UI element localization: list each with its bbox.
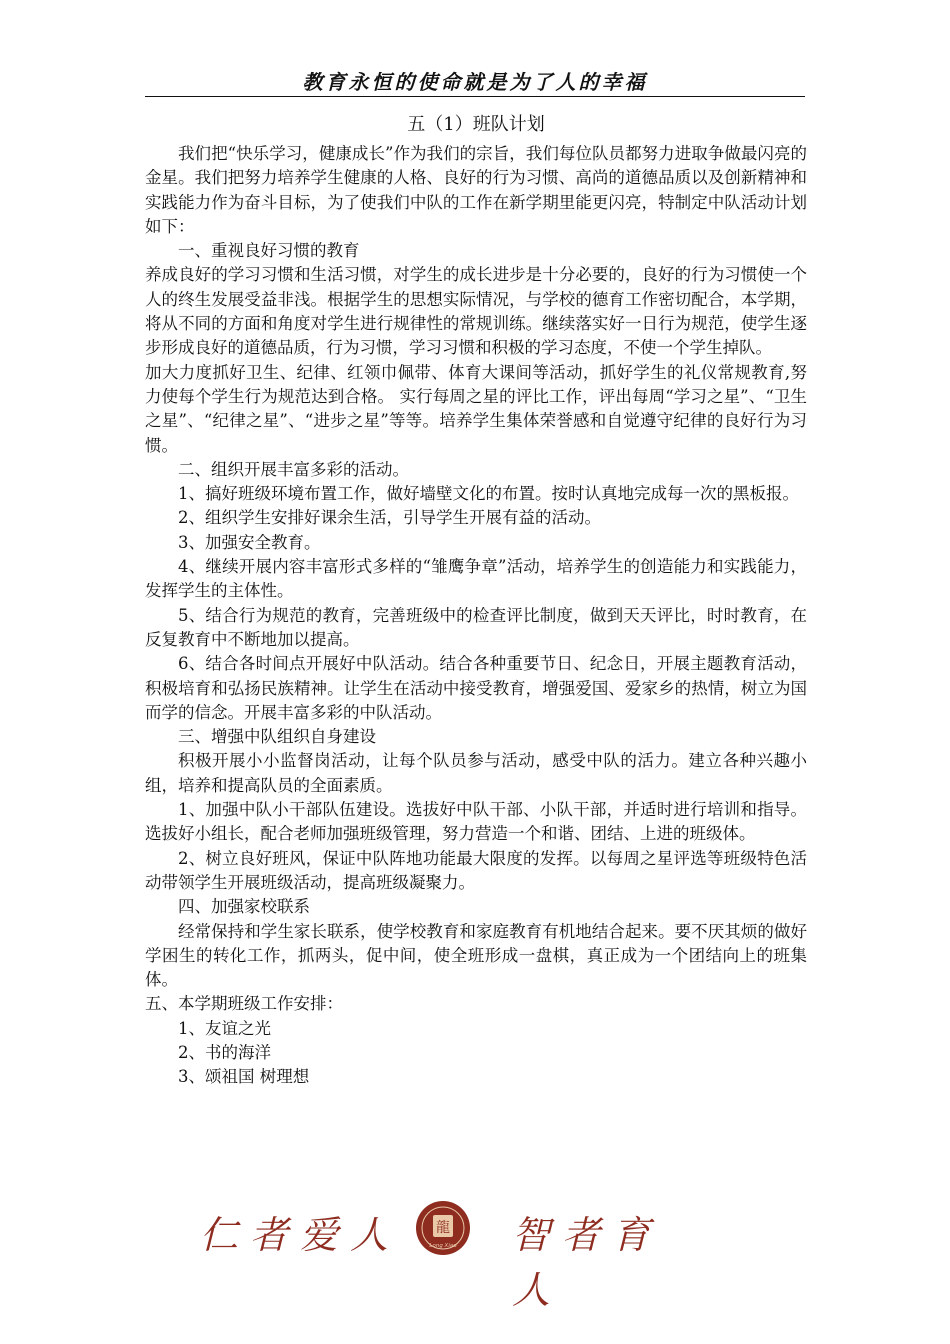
seal-glyph: 龍 [436,1220,450,1236]
paragraph: 五、本学期班级工作安排： [145,994,343,1014]
paragraph: 积极开展小小监督岗活动，让每个队员参与活动，感受中队的活力。建立各种兴趣小组，培养和提高队员的全面素质。 [145,751,807,795]
document-body [145,110,807,1090]
paragraph: 1、搞好班级环境布置工作，做好墙壁文化的布置。按时认真地完成每一次的黑板报。 [178,484,799,504]
paragraph: 二、组织开展丰富多彩的活动。 [178,459,409,479]
document-title: 五（1）班队计划 [407,114,545,135]
paragraph: 经常保持和学生家长联系，使学校教育和家庭教育有机地结合起来。要不厌其烦的做好学困生的转化工作，抓两头，促中间，使全班形成一盘棋，真正成为一个团结向上的班集体。 [145,921,807,990]
paragraph: 1、加强中队小干部队伍建设。选拔好中队干部、小队干部，并适时进行培训和指导。选拔好小组长，配合老师加强班级管理，努力营造一个和谐、团结、上进的班级体。 [145,800,807,844]
paragraph: 加大力度抓好卫生、纪律、红领巾佩带、体育大课间等活动，抓好学生的礼仪常规教育,努力使每个学生行为规范达到合格。 实行每周之星的评比工作，评出每周“学习之星”、“卫生之星”、“纪律之星”、“进步之星”等等。培养学生集体荣誉感和自觉遵守纪律的良好行为习惯。 [145,362,807,455]
footer-banner [190,1200,710,1312]
paragraph: 6、结合各时间点开展好中队活动。结合各种重要节日、纪念日，开展主题教育活动，积极培育和弘扬民族精神。让学生在活动中接受教育，增强爱国、爱家乡的热情，树立为国而学的信念。开展丰富多彩的中队活动。 [145,654,807,722]
paragraph: 我们把“快乐学习，健康成长”作为我们的宗旨，我们每位队员都努力进取争做最闪亮的金星。我们把努力培养学生健康的人格、良好的行为习惯、高尚的道德品质以及创新精神和实践能力作为奋斗目标，为了使我们中队的工作在新学期里能更闪亮，特制定中队活动计划如下： [145,144,807,236]
paragraph: 三、增强中队组织自身建设 [178,727,376,747]
paragraph-list [145,142,807,1090]
paragraph: 2、书的海洋 [178,1042,271,1062]
paragraph: 4、继续开展内容丰富形式多样的“雏鹰争章”活动，培养学生的创造能力和实践能力，发挥学生的主体性。 [145,557,807,601]
header-motto: 教育永恒的使命就是为了人的幸福 [302,70,648,94]
seal-caption: Long Xiao [429,1243,457,1249]
school-seal-logo [415,1200,471,1256]
paragraph: 1、友谊之光 [178,1018,271,1038]
paragraph: 2、树立良好班风，保证中队阵地功能最大限度的发挥。以每周之星评选等班级特色活动带领学生开展班级活动，提高班级凝聚力。 [145,848,807,892]
paragraph: 四、加强家校联系 [178,897,310,917]
paragraph: 一、重视良好习惯的教育 [178,241,360,261]
paragraph: 2、组织学生安排好课余生活，引导学生开展有益的活动。 [178,508,601,528]
header-divider [145,96,805,97]
paragraph: 5、结合行为规范的教育，完善班级中的检查评比制度，做到天天评比，时时教育，在反复教育中不断地加以提高。 [145,605,807,649]
paragraph: 养成良好的学习习惯和生活习惯，对学生的成长进步是十分必要的，良好的行为习惯使一个人的终生发展受益非浅。根据学生的思想实际情况，与学校的德育工作密切配合，本学期，将从不同的方面和角度对学生进行规律性的常规训练。继续落实好一日行为规范，使学生逐步形成良好的道德品质，行为习惯，学习习惯和积极的学习态度，不使一个学生掉队。 [145,265,807,358]
paragraph: 3、颂祖国 树理想 [178,1067,310,1087]
paragraph: 3、加强安全教育。 [178,532,321,552]
footer-slogan-right: 智者育人 [512,1213,663,1312]
footer-slogan-left: 仁者爱人 [200,1213,401,1257]
